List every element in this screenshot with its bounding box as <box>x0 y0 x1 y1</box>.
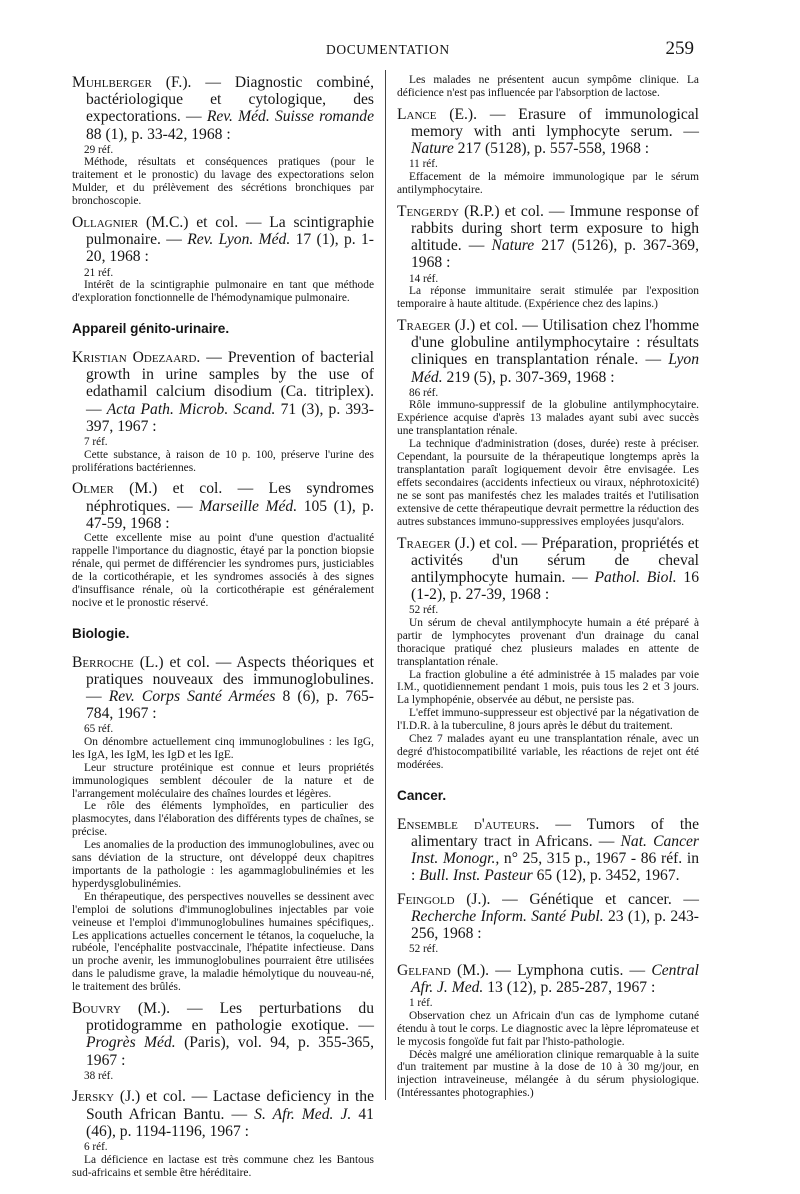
citation <box>72 480 374 532</box>
citation <box>72 214 374 266</box>
bibliography-entry <box>72 74 374 208</box>
bibliography-entry <box>397 816 699 885</box>
entry-title: et col. — Immune response of rabbits during short term exposure to high altitude. — <box>411 202 699 255</box>
volume-pages: 217 (5128), p. 557-558, 1968 : <box>453 140 650 158</box>
entry-author: Lance (E.). <box>397 105 478 123</box>
reference-count: 52 réf. <box>409 943 439 956</box>
abstract-paragraph: La fraction globuline a été administrée à 15 malades par voie I.M., quotidiennement pendant 1 mois, puis tous les 2 et 3 jours. La lymphopénie, observée au début, ne persiste pas. <box>397 668 699 707</box>
entry-author: Berroche (L.) <box>72 653 164 671</box>
entry-author: Muhlberger (F.). <box>72 74 192 91</box>
journal-name: Nature <box>411 140 454 158</box>
abstract-paragraph: Effacement de la mémoire immunologique par le sérum antilymphocytaire. <box>397 171 699 196</box>
abstract-paragraph: Les malades ne présentent aucun sympôme clinique. La déficience n'est pas influencée par l'absorption de lactose. <box>397 74 699 99</box>
citation <box>397 891 699 943</box>
volume-pages: (Paris), vol. 94, p. 355-365, 1967 : <box>86 1034 374 1069</box>
entry-title: et col. — Préparation, propriétés et activités d'un sérum de cheval antilymphocyte humain. — <box>411 534 699 586</box>
entry-title: et col. — Lactase deficiency in the South African Bantu. — <box>86 1088 374 1123</box>
abstract-paragraph: Cette excellente mise au point d'une question d'actualité rappelle l'importance du diagnostic, étayé par la ponction biopsie rénale, qui permet de différencier les syndromes purs, justiciables de la corticothérapie, et les syndromes associés à des signes d'insuffisance rénale, où la corticothérapie est généralement nocive et le pronostic réservé. <box>72 532 374 609</box>
abstract-paragraph: Observation chez un Africain d'un cas de lymphome cutané étendu à tout le corps. Le diagnostic avec la lèpre lépromateuse et le mycosis fongoïde fut fait par l'histo-pathologie. <box>397 1009 699 1048</box>
entry-title: — Erasure of immunological memory with anti lymphocyte serum. — <box>411 105 700 141</box>
citation <box>72 1000 374 1069</box>
reference-count: 7 réf. <box>84 436 108 449</box>
entry-continuation <box>397 74 699 100</box>
abstract-paragraph: Décès malgré une amélioration clinique remarquable à la suite d'un traitement par mustine à la dose de 10 à 30 mg/jour, en injection intraveineuse, mélangée à du sérum physiologique. (Intéressantes photographies.) <box>397 1048 699 1100</box>
abstract-paragraph: Rôle immuno-suppressif de la globuline antilymphocytaire. Expérience acquise d'après 13 malades ayant subi avec succès une transplantation rénale. <box>397 399 699 438</box>
bibliography-entry <box>72 1000 374 1082</box>
entry-author: Traeger (J.) <box>397 534 476 552</box>
entry-title: — Génétique et cancer. — <box>490 890 699 908</box>
section-heading: Appareil génito-urinaire. <box>72 321 230 337</box>
reference-count: 65 réf. <box>84 723 114 736</box>
abstract-paragraph: En thérapeutique, des perspectives nouvelles se dessinent avec l'emploi de solutions d'immunoglobulines injectables par voie veineuse et l'emploi d'immunoglobulines humaines spécifiques,. Les applications actuelles concernent le tétanos, la coqueluche, la rubéole, l'encéphalite postvaccinale, l'hépatite infectieuse. Dans un proche avenir, les immunoglobulines pourraient être utilisées dans le paludisme grave, la maladie hémolytique du nouveau-né, le traitement des brûlés. <box>72 890 374 994</box>
entry-author: Bouvry (M.). <box>72 1000 170 1018</box>
volume-pages: 13 (12), p. 285-287, 1967 : <box>483 979 656 997</box>
journal-name: Progrès Méd. <box>86 1034 176 1052</box>
citation <box>397 962 699 996</box>
bibliography-entry <box>72 214 374 305</box>
journal-name: Central Afr. J. Med. <box>411 961 700 997</box>
entry-title: — Prevention of bacterial growth in urine samples by the use of edathamil calcium disodium (Ca. titriplex). — <box>86 349 374 418</box>
journal-name: Rev. Méd. Suisse romande <box>206 108 374 126</box>
abstract-paragraph: Chez 7 malades ayant eu une transplantation rénale, avec un degré d'histocompatibilité variable, les réactions de rejet ont été modérées. <box>397 733 699 771</box>
reference-count: 52 réf. <box>409 604 439 617</box>
volume-pages: 71 (3), p. 393-397, 1967 : <box>86 400 374 435</box>
abstract-paragraph: L'effet immuno-suppresseur est objectivé par la négativation de l'I.D.R. à la tuberculine, 8 jours après le début du traitement. <box>397 707 699 733</box>
entry-title: — Lymphona cutis. — <box>489 961 652 979</box>
entry-title: et col. — Aspects théoriques et pratiques nouveaux des immunoglobulines. — <box>86 653 374 705</box>
citation <box>397 203 699 272</box>
volume-pages: 16 (1-2), p. 27-39, 1968 : <box>411 568 700 604</box>
volume-pages: 65 (12), p. 3452, 1967. <box>532 867 680 885</box>
journal-name: Pathol. Biol. <box>594 568 677 586</box>
citation <box>72 654 374 723</box>
abstract-paragraph: La réponse immunitaire serait stimulée par l'exposition temporaire à haute altitude. (Expérience chez des lapins.) <box>397 285 699 311</box>
reference-count: 29 réf. <box>84 143 114 156</box>
abstract-paragraph: La déficience en lactase est très commune chez les Bantous sud-africains et semble être héréditaire. <box>72 1153 374 1179</box>
volume-pages: 88 (1), p. 33-42, 1968 : <box>86 125 231 143</box>
journal-name: Nat. Cancer Inst. Monogr., <box>411 833 699 868</box>
entry-author: Traeger (J.) <box>397 317 476 335</box>
entry-title: et col. — Les syndromes néphrotiques. — <box>86 480 374 515</box>
section-heading: Biologie. <box>72 625 130 641</box>
journal-name: Rev. Corps Santé Armées <box>108 687 276 705</box>
volume-pages: 23 (1), p. 243-256, 1968 : <box>411 907 699 943</box>
entry-title: — Tumors of the alimentary tract in Africans. — <box>411 815 699 850</box>
journal-name: Rev. Lyon. Méd. <box>187 231 291 249</box>
citation <box>397 816 699 885</box>
abstract-paragraph: Intérêt de la scintigraphie pulmonaire en tant que méthode d'exploration fonctionnelle de l'hémodynamique pulmonaire. <box>72 279 374 305</box>
entry-title: et col. — La scintigraphie pulmonaire. — <box>86 214 374 249</box>
volume-pages: 17 (1), p. 1-20, 1968 : <box>86 231 374 266</box>
left-column <box>72 74 374 1185</box>
citation <box>397 535 699 604</box>
volume-pages: 41 (46), p. 1194-1196, 1967 : <box>86 1105 374 1140</box>
column-divider <box>385 70 386 1100</box>
abstract-paragraph: Un sérum de cheval antilymphocyte humain a été préparé à partir de lymphocytes provenant d'un drainage du canal thoracique pratiqué chez plusieurs malades en attente de transplantation rénale. <box>397 616 699 668</box>
reference-count: 38 réf. <box>84 1069 114 1082</box>
volume-pages: 8 (6), p. 765-784, 1967 : <box>86 687 374 723</box>
bibliography-entry <box>397 317 699 528</box>
volume-pages: n° 25, 315 p., 1967 - 86 réf. in : <box>411 850 699 885</box>
reference-count: 86 réf. <box>409 386 439 399</box>
section-heading: Cancer. <box>397 787 447 803</box>
right-column <box>397 74 699 1106</box>
abstract-paragraph: Les anomalies de la production des immunoglobulines, avec ou sans déviation de la structure, ont développé deux chapitres importants de la pathologie : les agammaglobulinémies et les hyperdysglobulinémies. <box>72 839 374 890</box>
reference-count: 1 réf. <box>409 997 433 1010</box>
entry-author: Tengerdy (R.P.) <box>397 202 500 220</box>
entry-author: Gelfand (M.). <box>397 961 490 979</box>
bibliography-entry <box>397 203 699 311</box>
bibliography-entry <box>72 654 374 995</box>
reference-count: 21 réf. <box>84 266 114 279</box>
bibliography-entry <box>397 535 699 772</box>
bibliography-entry <box>72 480 374 609</box>
citation <box>72 349 374 435</box>
citation <box>397 317 699 386</box>
entry-author: Feingold (J.). <box>397 890 491 908</box>
bibliography-entry <box>397 891 699 956</box>
abstract-paragraph: Cette substance, à raison de 10 p. 100, préserve l'urine des proliférations bactériennes. <box>72 448 374 474</box>
volume-pages: 105 (1), p. 47-59, 1968 : <box>86 497 374 532</box>
journal-name: Nature <box>491 237 535 255</box>
reference-count: 6 réf. <box>84 1141 108 1154</box>
journal-name: Marseille Méd. <box>199 497 298 515</box>
journal-name: Acta Path. Microb. Scand. <box>106 400 276 418</box>
volume-pages: 217 (5126), p. 367-369, 1968 : <box>411 237 699 272</box>
reference-count: 11 réf. <box>409 158 438 171</box>
citation <box>72 1088 374 1140</box>
page-number: 259 <box>665 38 694 59</box>
volume-pages: 219 (5), p. 307-369, 1968 : <box>442 368 615 386</box>
journal-name: Bull. Inst. Pasteur <box>419 867 533 885</box>
entry-author: Jersky (J.) <box>72 1088 141 1106</box>
citation <box>72 74 374 143</box>
abstract-paragraph: Méthode, résultats et conséquences pratiques (pour le traitement et le pronostic) du lavage des expectorations selon Mulder, et du prélèvement des sécrétions bronchiques par bronchoscopie. <box>72 156 374 208</box>
citation <box>397 106 699 158</box>
abstract-paragraph: Le rôle des éléments lymphoïdes, en particulier des plasmocytes, dans l'élaboration des différents types de chaînes, se précise. <box>72 800 374 839</box>
journal-name: Lyon Méd. <box>411 351 699 386</box>
entry-author: Kristian Odezaard. <box>72 349 201 367</box>
bibliography-entry <box>397 106 699 197</box>
abstract-paragraph: La technique d'administration (doses, durée) reste à préciser. Cependant, la poursuite de la thérapeutique longtemps après la transplantation paraît logiquement devoir être envisagée. Les effets secondaires (accidents infectieux ou viraux, néphrotoxicité) ne se sont pas manifestés chez les malades traités et l'utilisation extensive de cette thérapeutique devrait permettre la réduction des autres substances immuno-suppressives employées jusqu'alors. <box>397 438 699 528</box>
entry-title: et col. — Utilisation chez l'homme d'une globuline antilymphocytaire : résultats cliniques en transplantation rénale. — <box>411 317 699 369</box>
abstract-paragraph: Leur structure protéinique est connue et leurs propriétés immunologiques semblent découler de la nature et de l'arrangement moléculaire des chaînes lourdes et légères. <box>72 761 374 800</box>
entry-title: — Diagnostic combiné, bactériologique et cytologique, des expectorations. — <box>86 74 374 126</box>
bibliography-entry <box>72 349 374 474</box>
entry-author: Ensemble d'auteurs. <box>397 815 540 833</box>
journal-name: Recherche Inform. Santé Publ. <box>411 907 604 925</box>
abstract-paragraph: On dénombre actuellement cinq immunoglobulines : les IgG, les IgA, les IgM, les IgD et les IgE. <box>72 735 374 761</box>
entry-author: Olmer (M.) <box>72 480 158 498</box>
reference-count: 14 réf. <box>409 272 439 285</box>
page-header <box>0 38 800 62</box>
bibliography-entry <box>72 1088 374 1179</box>
entry-title: — Les perturbations du protidogramme en pathologie exotique. — <box>86 1000 374 1035</box>
entry-author: Ollagnier (M.C.) <box>72 214 189 232</box>
running-title: DOCUMENTATION <box>326 42 450 57</box>
journal-name: S. Afr. Med. J. <box>254 1105 352 1123</box>
bibliography-entry <box>397 962 699 1100</box>
